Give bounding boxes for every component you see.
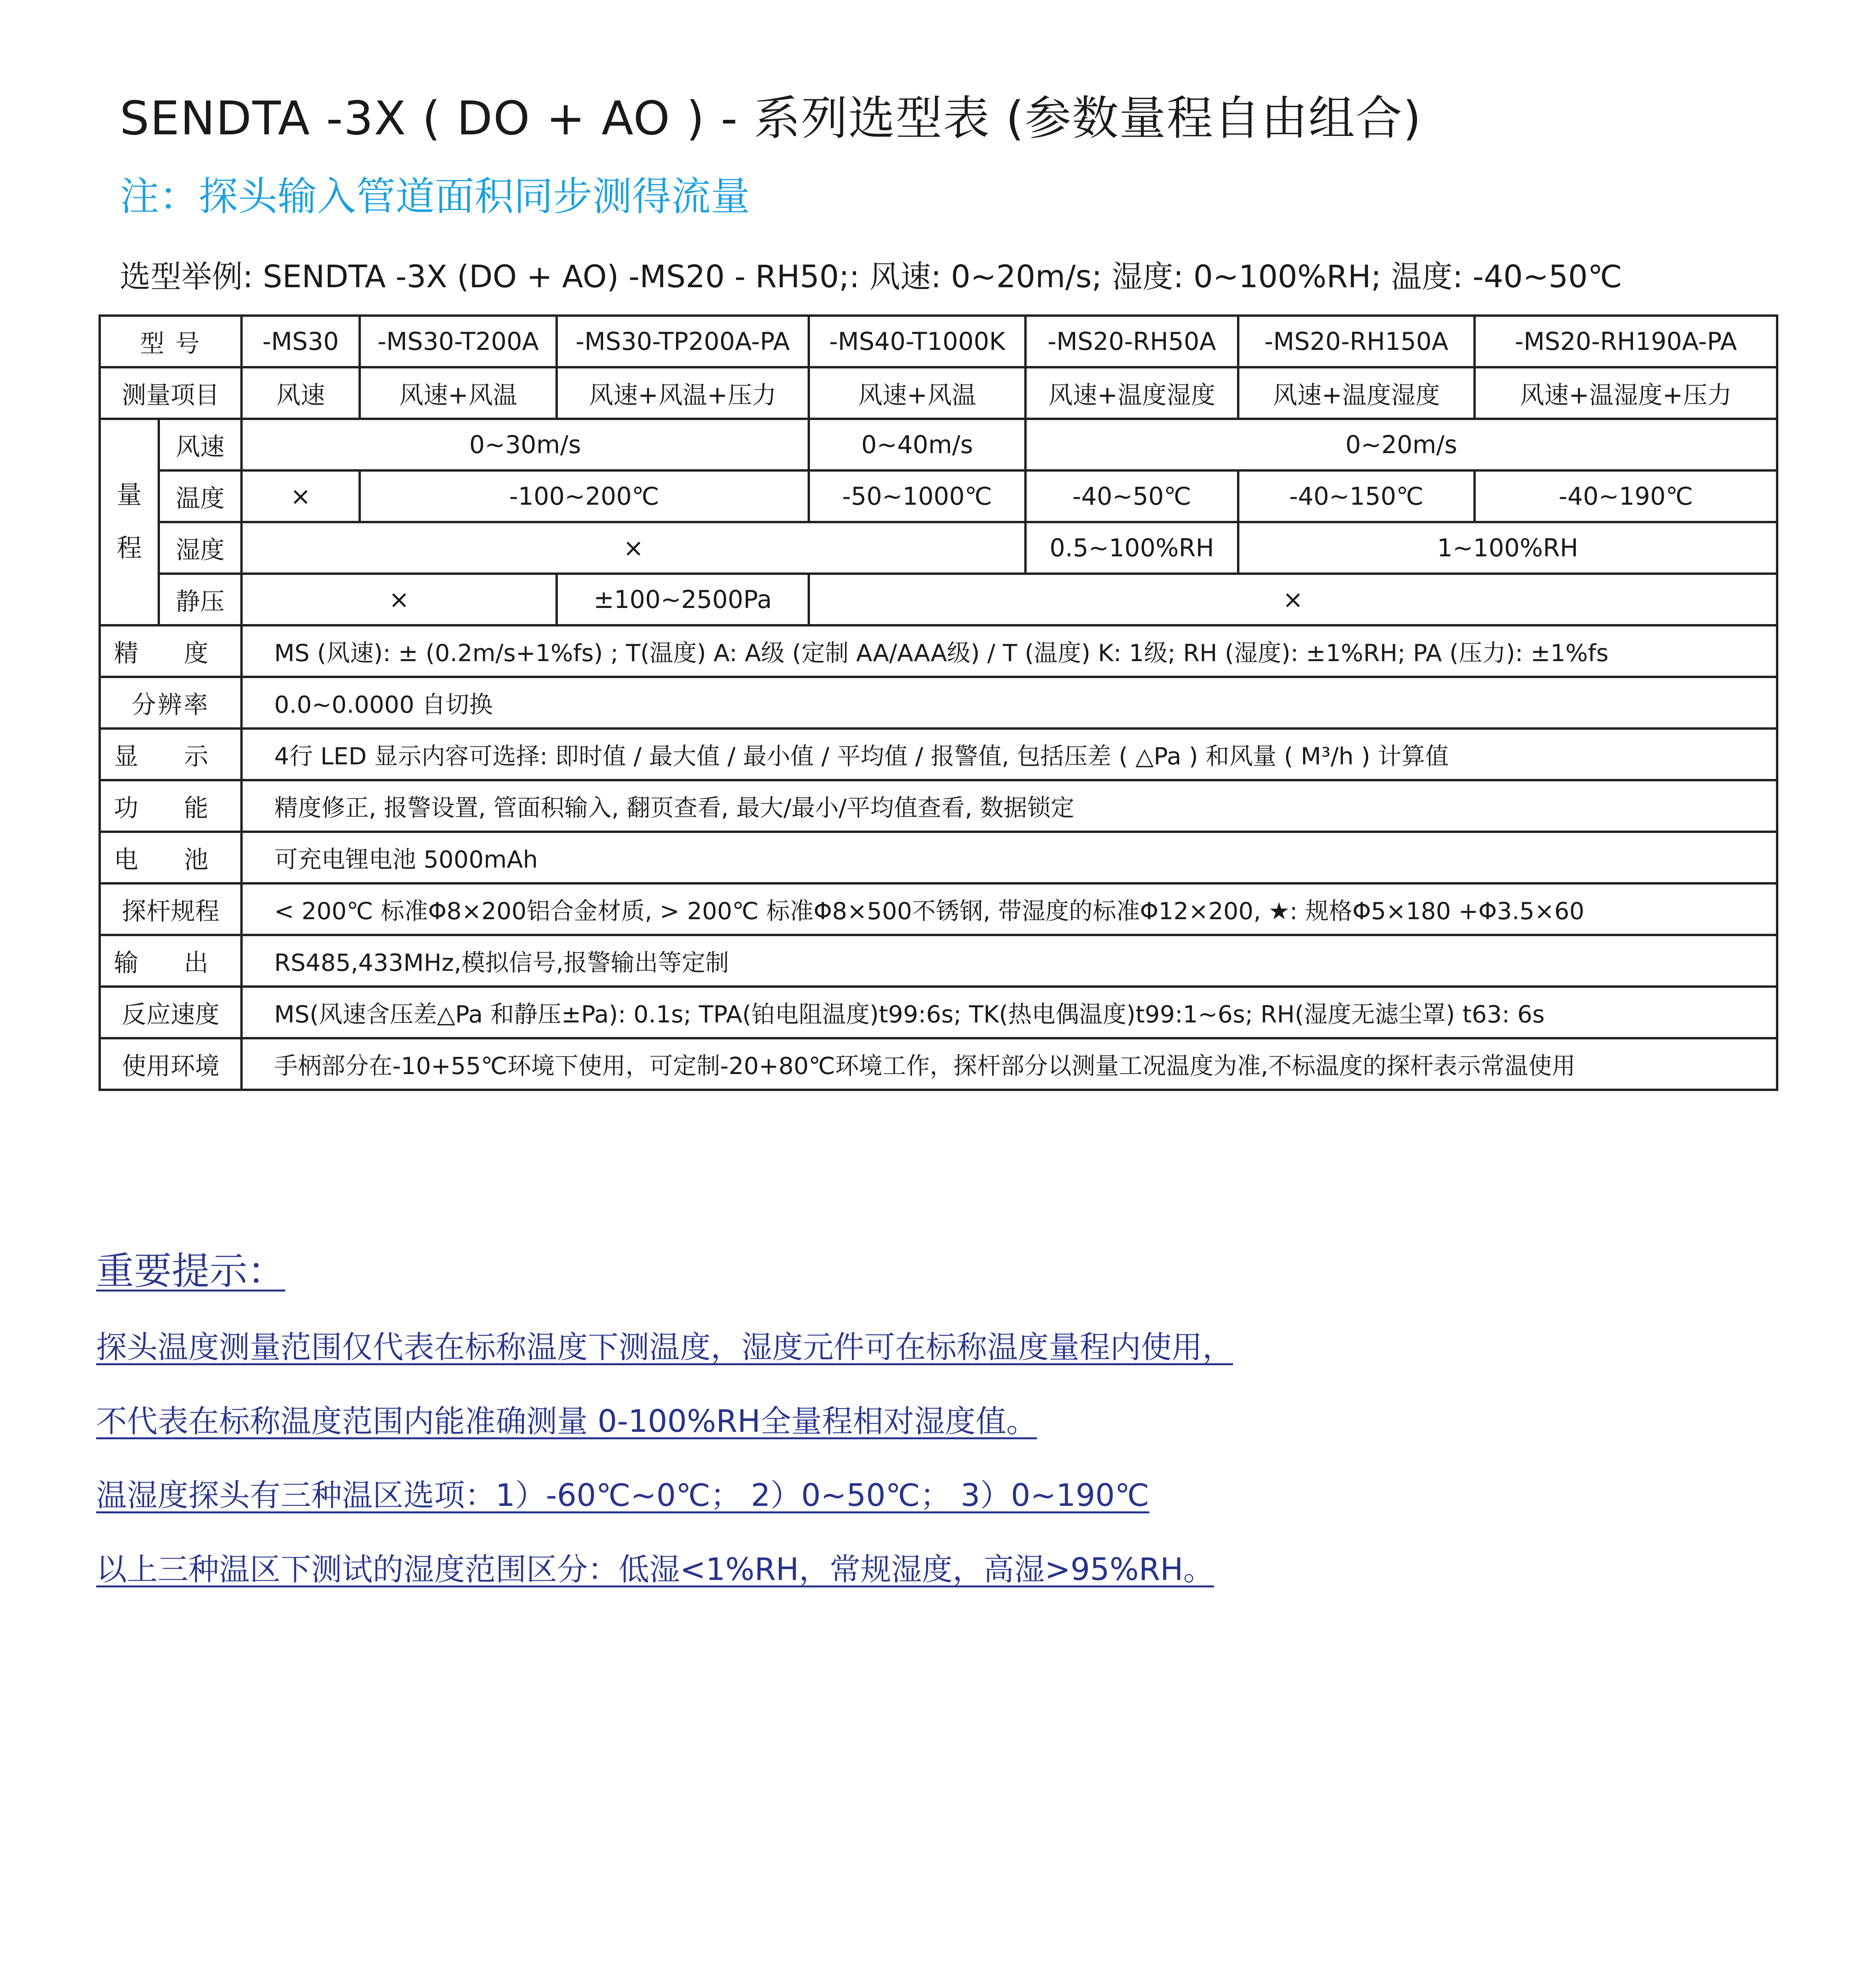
temp-range: -50~1000℃ (809, 470, 1025, 522)
humidity-label: 湿度 (159, 522, 241, 574)
item-cell: 风速+温湿度+压力 (1475, 367, 1777, 419)
items-label: 测量项目 (100, 367, 241, 419)
notice-line: 不代表在标称温度范围内能准确测量 0-100%RH全量程相对湿度值。 (96, 1404, 1037, 1439)
row-label: 精 度 (100, 625, 241, 677)
range-label (100, 419, 159, 625)
note-line: 注：探头输入管道面积同步测得流量 (120, 173, 750, 219)
model-cell: -MS20-RH150A (1238, 316, 1475, 367)
pressure-range: ±100~2500Pa (557, 574, 809, 625)
wind-range: 0~40m/s (809, 419, 1025, 470)
temp-range: -100~200℃ (360, 470, 809, 522)
humidity-range: 1~100%RH (1238, 522, 1777, 574)
pressure-range: × (809, 574, 1777, 625)
important-notice (96, 1241, 1233, 1619)
row-value: 手柄部分在-10+55℃环境下使用，可定制-20+80℃环境工作，探杆部分以测量工况温度为准,不标温度的探杆表示常温使用 (241, 1038, 1777, 1090)
range-label-char: 程 (117, 534, 142, 563)
item-cell: 风速+温度湿度 (1025, 367, 1238, 419)
header-label: 型 号 (100, 316, 241, 367)
table-row (100, 1038, 1777, 1090)
row-label: 显 示 (100, 729, 241, 780)
row-label: 反应速度 (100, 987, 241, 1038)
table-row (100, 316, 1777, 367)
row-label: 功 能 (100, 780, 241, 832)
wind-range: 0~20m/s (1025, 419, 1777, 470)
model-cell: -MS20-RH50A (1025, 316, 1238, 367)
notice-title: 重要提示： (96, 1249, 285, 1293)
table-row (100, 780, 1777, 832)
row-label: 分辨率 (100, 677, 241, 729)
row-label: 输 出 (100, 935, 241, 987)
wind-range: 0~30m/s (241, 419, 809, 470)
model-cell: -MS20-RH190A-PA (1475, 316, 1777, 367)
table-row (100, 832, 1777, 883)
row-label: 电 池 (100, 832, 241, 883)
range-label-char: 量 (117, 481, 142, 510)
model-cell: -MS30 (241, 316, 360, 367)
row-value: 精度修正, 报警设置, 管面积输入, 翻页查看, 最大/最小/平均值查看, 数据锁定 (241, 780, 1777, 832)
row-value: < 200℃ 标准Φ8×200铝合金材质, > 200℃ 标准Φ8×500不锈钢, 带湿度的标准Φ12×200, ★: 规格Φ5×180 +Φ3.5×60 (241, 883, 1777, 935)
page-title: SENDTA -3X ( DO + AO ) - 系列选型表 (参数量程自由组合) (120, 91, 1422, 145)
temp-label: 温度 (159, 470, 241, 522)
row-value: MS (风速): ± (0.2m/s+1%fs) ; T(温度) A: A级 (定制 AA/AAA级) / T (温度) K: 1级; RH (湿度): ±1%RH; PA (压力): ±1%fs (241, 625, 1777, 677)
table-row (100, 419, 1777, 470)
row-value: RS485,433MHz,模拟信号,报警输出等定制 (241, 935, 1777, 987)
humidity-range: 0.5~100%RH (1025, 522, 1238, 574)
table-row (100, 470, 1777, 522)
row-value: MS(风速含压差△Pa 和静压±Pa): 0.1s; TPA(铂电阻温度)t99:6s; TK(热电偶温度)t99:1~6s; RH(湿度无滤尘罩) t63: 6s (241, 987, 1777, 1038)
table-row (100, 574, 1777, 625)
humidity-range: × (241, 522, 1025, 574)
item-cell: 风速 (241, 367, 360, 419)
temp-range: -40~50℃ (1025, 470, 1238, 522)
table-row (100, 625, 1777, 677)
table-row (100, 935, 1777, 987)
row-value: 0.0~0.0000 自切换 (241, 677, 1777, 729)
temp-range: -40~150℃ (1238, 470, 1475, 522)
item-cell: 风速+温度湿度 (1238, 367, 1475, 419)
model-cell: -MS40-T1000K (809, 316, 1025, 367)
row-label: 探杆规程 (100, 883, 241, 935)
table-row (100, 367, 1777, 419)
model-cell: -MS30-TP200A-PA (557, 316, 809, 367)
selection-example: 选型举例: SENDTA -3X (DO + AO) -MS20 - RH50;: 风速: 0~20m/s; 湿度: 0~100%RH; 温度: -40~50℃ (120, 259, 1622, 295)
notice-line: 温湿度探头有三种温区选项：1）-60℃~0℃； 2）0~50℃； 3）0~190℃ (96, 1478, 1150, 1513)
pressure-label: 静压 (159, 574, 241, 625)
wind-label: 风速 (159, 419, 241, 470)
table-row (100, 729, 1777, 780)
notice-line: 探头温度测量范围仅代表在标称温度下测温度，湿度元件可在标称温度量程内使用， (96, 1330, 1233, 1365)
row-value: 4行 LED 显示内容可选择: 即时值 / 最大值 / 最小值 / 平均值 / 报警值, 包括压差 ( △Pa ) 和风量 ( M³/h ) 计算值 (241, 729, 1777, 780)
pressure-range: × (241, 574, 557, 625)
item-cell: 风速+风温 (360, 367, 557, 419)
notice-line: 以上三种温区下测试的湿度范围区分：低湿<1%RH，常规湿度，高湿>95%RH。 (96, 1552, 1214, 1587)
temp-range: -40~190℃ (1475, 470, 1777, 522)
temp-range: × (241, 470, 360, 522)
table-row (100, 987, 1777, 1038)
item-cell: 风速+风温 (809, 367, 1025, 419)
item-cell: 风速+风温+压力 (557, 367, 809, 419)
table-row (100, 522, 1777, 574)
row-value: 可充电锂电池 5000mAh (241, 832, 1777, 883)
spec-table (98, 314, 1778, 1091)
table-row (100, 883, 1777, 935)
table-row (100, 677, 1777, 729)
model-cell: -MS30-T200A (360, 316, 557, 367)
row-label: 使用环境 (100, 1038, 241, 1090)
